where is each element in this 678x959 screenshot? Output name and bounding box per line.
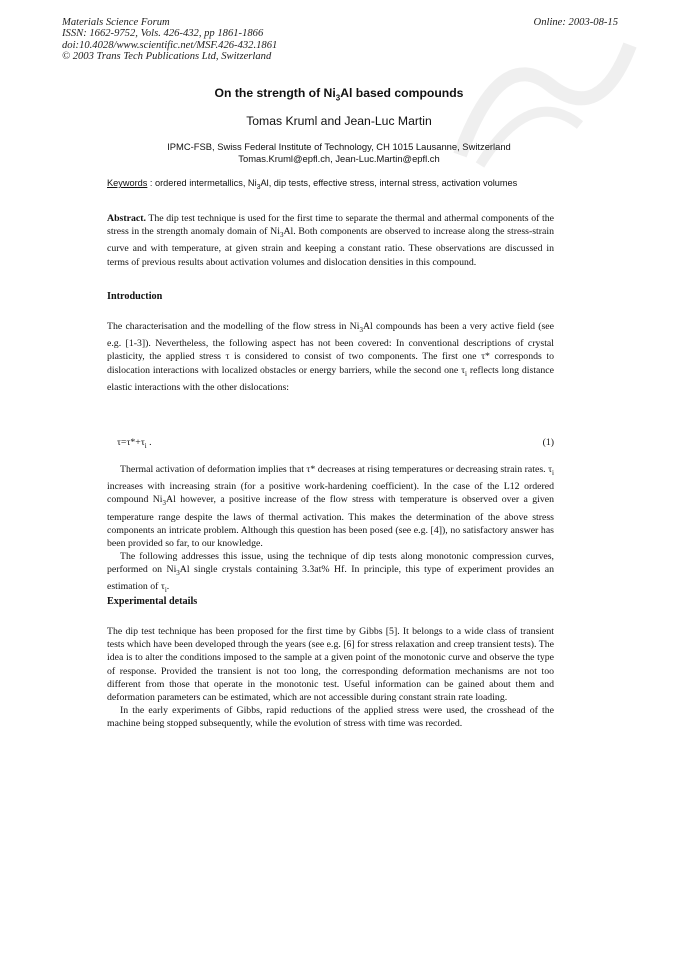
doi-line: doi:10.4028/www.scientific.net/MSF.426-432.1861 [62, 39, 278, 51]
issn-line: ISSN: 1662-9752, Vols. 426-432, pp 1861-1866 [62, 28, 264, 40]
online-date: Online: 2003-08-15 [533, 17, 618, 28]
keywords: Keywords : ordered intermetallics, $Ni_3Al$, dip tests, effective stress, internal stress, activation volumes [107, 178, 518, 191]
equation: $\tau=\tau*+\tau_i$ . [117, 437, 152, 450]
introduction-paragraph-1: The characterisation and the modelling of the flow stress in $Ni_3Al$ compounds has been a very active field (see e.g. [1-3]). Nevertheless, the following aspect has not been covered: In conventional descriptions of crystal plasticity, the applied stress τ is considered to consist of two components. The first one τ* corresponds to dislocation interactions with localized obstacles or energy barriers, while the second one $\tau_i$ reflects long distance elastic interactions with the other dislocations: [107, 321, 554, 393]
experimental-paragraph-1: The dip test technique has been proposed for the first time by Gibbs [5]. It belongs to a wide class of transient tests which have been developed through the years (see e.g. [6] for stress relaxation and creep transient tests). The idea is to alter the conditions imposed to the sample at a given point of the monotonic curve and observe the type of response. Provided the transient is not too long, the corresponding deformation mechanisms are not too different from those that operate in the monotonic test. Useful information can be gained about them and deformation parameters can be estimated, which are not accessible during constant strain rate loading. [107, 626, 554, 704]
journal-name: Materials Science Forum [62, 17, 170, 28]
affiliation [0, 141, 678, 165]
experimental-body [107, 625, 554, 731]
affiliation-emails: Tomas.Kruml@epfl.ch, Jean-Luc.Martin@epfl.ch [238, 153, 440, 164]
journal-header [62, 17, 618, 63]
introduction-paragraph-3: The following addresses this issue, using the technique of dip tests along monotonic compression curves, performed on $Ni_3Al$ single crystals containing 3.3at% Hf. In principle, this type of experiment provides an estimation of $\tau_i$. [107, 551, 555, 595]
paper-title: On the strength of $Ni_3Al$ based compounds [214, 86, 464, 103]
keywords-label: Keywords [107, 178, 148, 188]
abstract-label: Abstract. [107, 213, 146, 224]
copyright-line: © 2003 Trans Tech Publications Ltd, Switzerland [62, 51, 272, 63]
introduction-heading: Introduction [107, 291, 163, 302]
experimental-heading: Experimental details [107, 596, 198, 607]
experimental-paragraph-2: In the early experiments of Gibbs, rapid reductions of the applied stress were used, the crosshead of the machine being stopped subsequently, while the evolution of stress with time was recorded. [107, 705, 554, 730]
introduction-paragraph-2: Thermal activation of deformation implies that τ* decreases at rising temperatures or decreasing strain rates. $\tau_i$ increases with increasing strain (for a positive work-hardening coefficient). In the case of the L12 ordered compound $Ni_3Al$ however, a positive increase of the flow stress with temperature is observed over a given temperature range despite the laws of thermal activation. This makes the determination of the above stress components an intricate problem. Although this question has been posed (see e.g. [4]), no satisfactory answer has been provided so far, to our knowledge. The following addresses this issue, using the technique of dip tests along monotonic compression curves, performed on $Ni_3Al$ single crystals containing 3.3at% Hf. In principle, this type of experiment provides an estimation of $\tau_i$. [107, 463, 554, 598]
paper-authors: Tomas Kruml and Jean-Luc Martin [246, 114, 432, 128]
abstract: Abstract. The dip test technique is used for the first time to separate the thermal and athermal components of the stress in the strength anomaly domain of $Ni_3Al$. Both components are observed to increase along the stress-strain curve and with temperature, at given strain and keeping a constant ratio. These observations are discussed in terms of previous results about activation volumes and dislocation densities in this compound. [107, 213, 554, 268]
equation-number: (1) [542, 437, 554, 448]
affiliation-institution: IPMC-FSB, Swiss Federal Institute of Technology, CH 1015 Lausanne, Switzerland [167, 141, 511, 152]
